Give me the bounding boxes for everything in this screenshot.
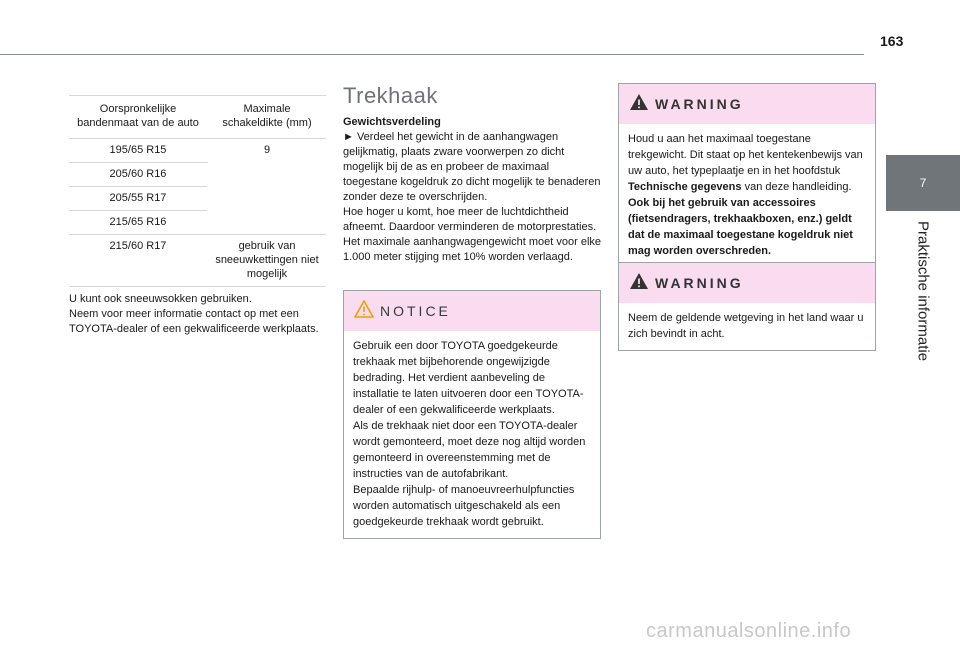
notice-paragraph: Bepaalde rijhulp- of manoeuvreerhulpfuncties worden automatisch uitgeschakeld als een goedgekeurde trekhaak wordt gebruikt. xyxy=(353,484,575,528)
notice-body xyxy=(344,331,600,538)
bullet-paragraph: ► Verdeel het gewicht in de aanhangwagen gelijkmatig, plaats zware voorwerpen zo dicht mogelijk bij de as en probeer de maximaal toegestane kogeldruk zo dicht mogelijk te benaderen zonder deze te overschrijden. xyxy=(343,131,601,203)
table-cell-grouped: 9 xyxy=(208,139,327,235)
table-row xyxy=(69,139,326,163)
tyre-chain-table xyxy=(69,95,326,287)
warning-paragraph xyxy=(628,131,866,195)
notice-box xyxy=(343,290,601,539)
table-cell: 205/55 R17 xyxy=(69,187,208,211)
snow-note xyxy=(69,292,331,337)
table-header-cell: Oorspronkelijke bandenmaat van de auto xyxy=(69,96,208,139)
notice-paragraph: Als de trekhaak niet door een TOYOTA-dealer wordt gemonteerd, moet deze nog altijd worden gemonteerd in overeenstemming met de instructies van de autofabrikant. xyxy=(353,420,586,480)
top-rule xyxy=(0,54,864,55)
watermark: carmanualsonline.info xyxy=(646,620,852,642)
warning-label: WARNING xyxy=(655,275,744,291)
notice-triangle-icon xyxy=(354,300,374,318)
trekhaak-body xyxy=(343,115,605,265)
warning-box xyxy=(618,262,876,351)
table-cell: 215/60 R17 xyxy=(69,235,208,287)
warning-bold-paragraph: Ook bij het gebruik van accessoires (fietsendragers, trekhaakboxen, enz.) geldt dat de maximaal toegestane kogeldruk niet mag worden overschreden. xyxy=(628,197,853,257)
warning-triangle-icon xyxy=(629,272,649,290)
notice-banner xyxy=(344,291,600,331)
warning-bold-text: Technische gegevens xyxy=(628,181,742,193)
table-cell: 205/60 R16 xyxy=(69,163,208,187)
warning-body xyxy=(619,124,875,267)
chapter-title xyxy=(886,211,960,391)
notice-label: NOTICE xyxy=(380,303,451,319)
warning-triangle-icon xyxy=(629,93,649,111)
warning-paragraph: Neem de geldende wetgeving in het land waar u zich bevindt in acht. xyxy=(628,312,864,340)
warning-body xyxy=(619,303,875,350)
snow-note-line: Neem voor meer informatie contact op met een TOYOTA-dealer of een gekwalificeerde werkplaats. xyxy=(69,308,319,335)
table-header-cell: Maximale schakeldikte (mm) xyxy=(208,96,327,139)
warning-banner xyxy=(619,263,875,303)
chapter-tab[interactable] xyxy=(886,155,960,211)
table-cell: 215/65 R16 xyxy=(69,211,208,235)
warning-banner xyxy=(619,84,875,124)
warning-text: van deze handleiding. xyxy=(741,181,852,193)
warning-label: WARNING xyxy=(655,96,744,112)
page-number: 163 xyxy=(880,33,904,49)
table-cell: gebruik van sneeuwkettingen niet mogelijk xyxy=(208,235,327,287)
section-title: Trekhaak xyxy=(343,83,438,108)
altitude-paragraph: Hoe hoger u komt, hoe meer de luchtdichtheid afneemt. Daardoor verminderen de motorprestaties. Het maximale aanhangwagengewicht moet voor elke 1.000 meter stijging met 10% worden verlaagd. xyxy=(343,206,602,263)
subsection-title: Gewichtsverdeling xyxy=(343,116,441,128)
notice-paragraph: Gebruik een door TOYOTA goedgekeurde trekhaak met bijbehorende ongewijzigde bedrading. Het verdient aanbeveling de installatie te laten uitvoeren door een TOYOTA-dealer of een gekwalificeerde werkplaats. xyxy=(353,340,584,416)
table-cell: 195/65 R15 xyxy=(69,139,208,163)
warning-text: Houd u aan het maximaal toegestane trekgewicht. Dit staat op het kentekenbewijs van uw auto, het typeplaatje en in het hoofdstuk xyxy=(628,133,863,177)
chapter-number: 7 xyxy=(919,176,927,190)
table-header-row xyxy=(69,96,326,139)
table-row xyxy=(69,235,326,287)
warning-box xyxy=(618,83,876,268)
chapter-title-text: Praktische informatie xyxy=(914,221,932,362)
snow-note-line: U kunt ook sneeuwsokken gebruiken. xyxy=(69,293,252,305)
